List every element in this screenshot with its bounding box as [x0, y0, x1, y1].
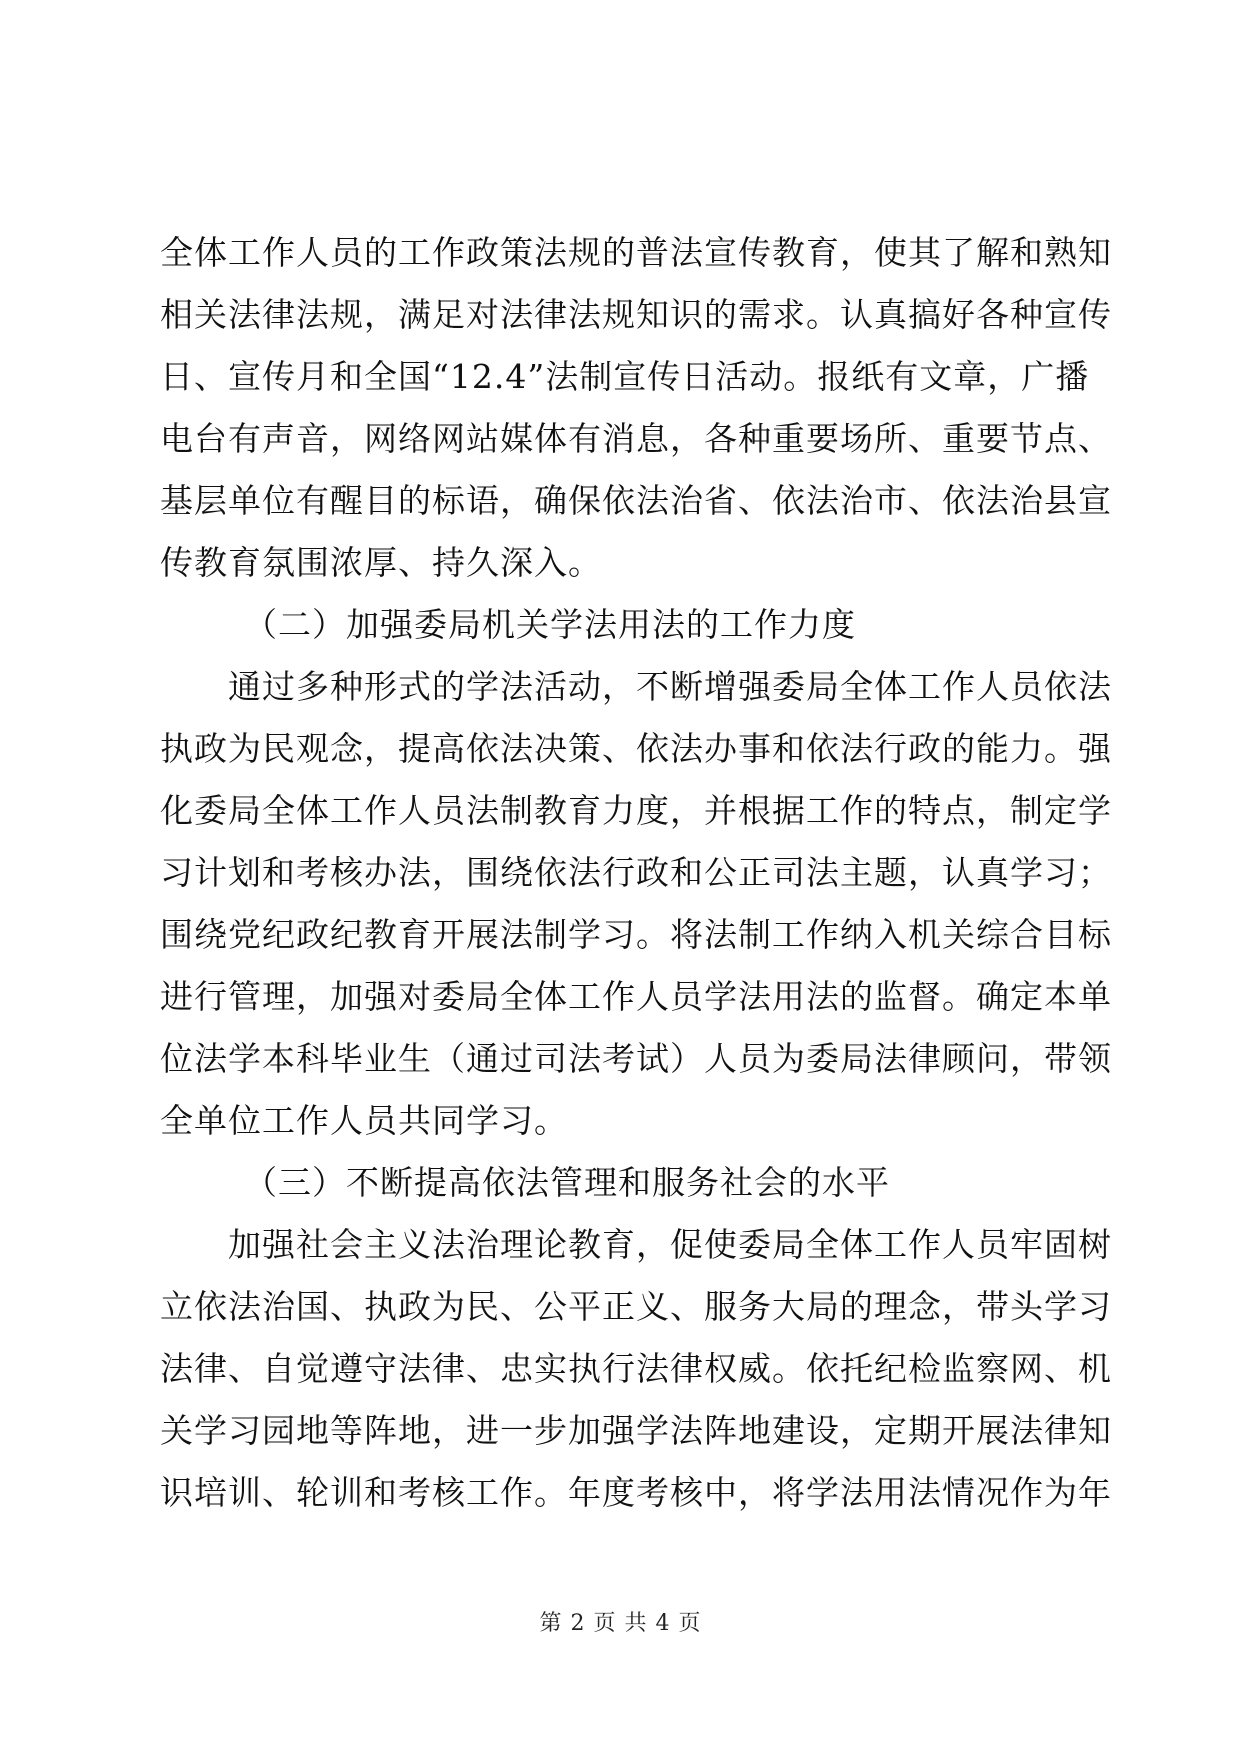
paragraph-line: 执政为民观念，提高依法决策、依法办事和依法行政的能力。强	[160, 729, 1112, 768]
page-number-footer: 第 2 页 共 4 页	[539, 1611, 702, 1636]
paragraph-line: 传教育氛围浓厚、持久深入。	[160, 543, 602, 582]
paragraph-line: 通过多种形式的学法活动，不断增强委局全体工作人员依法	[228, 667, 1112, 706]
document-body	[160, 222, 1112, 1524]
paragraph-line: 围绕党纪政纪教育开展法制学习。将法制工作纳入机关综合目标	[160, 915, 1112, 954]
section-heading: （二）加强委局机关学法用法的工作力度	[244, 605, 856, 644]
paragraph-line: 化委局全体工作人员法制教育力度，并根据工作的特点，制定学	[160, 791, 1112, 830]
paragraph-line: 习计划和考核办法，围绕依法行政和公正司法主题，认真学习；	[160, 853, 1112, 892]
paragraph-line: 加强社会主义法治理论教育，促使委局全体工作人员牢固树	[228, 1225, 1112, 1264]
paragraph-line: 位法学本科毕业生（通过司法考试）人员为委局法律顾问，带领	[160, 1039, 1112, 1078]
paragraph-line: 进行管理，加强对委局全体工作人员学法用法的监督。确定本单	[160, 977, 1112, 1016]
paragraph-line: 日、宣传月和全国“12.4”法制宣传日活动。报纸有文章，广播	[160, 357, 1090, 396]
paragraph-line: 全单位工作人员共同学习。	[160, 1101, 568, 1140]
paragraph-line: 全体工作人员的工作政策法规的普法宣传教育，使其了解和熟知	[160, 233, 1112, 272]
paragraph-line: 法律、自觉遵守法律、忠实执行法律权威。依托纪检监察网、机	[160, 1349, 1112, 1388]
paragraph-line: 关学习园地等阵地，进一步加强学法阵地建设，定期开展法律知	[160, 1411, 1112, 1450]
paragraph-line: 相关法律法规，满足对法律法规知识的需求。认真搞好各种宣传	[160, 295, 1112, 334]
paragraph-line: 基层单位有醒目的标语，确保依法治省、依法治市、依法治县宣	[160, 481, 1112, 520]
paragraph-line: 立依法治国、执政为民、公平正义、服务大局的理念，带头学习	[160, 1287, 1112, 1326]
paragraph-line: 电台有声音，网络网站媒体有消息，各种重要场所、重要节点、	[160, 419, 1112, 458]
section-heading: （三）不断提高依法管理和服务社会的水平	[244, 1163, 890, 1202]
paragraph-line: 识培训、轮训和考核工作。年度考核中，将学法用法情况作为年	[160, 1473, 1112, 1512]
